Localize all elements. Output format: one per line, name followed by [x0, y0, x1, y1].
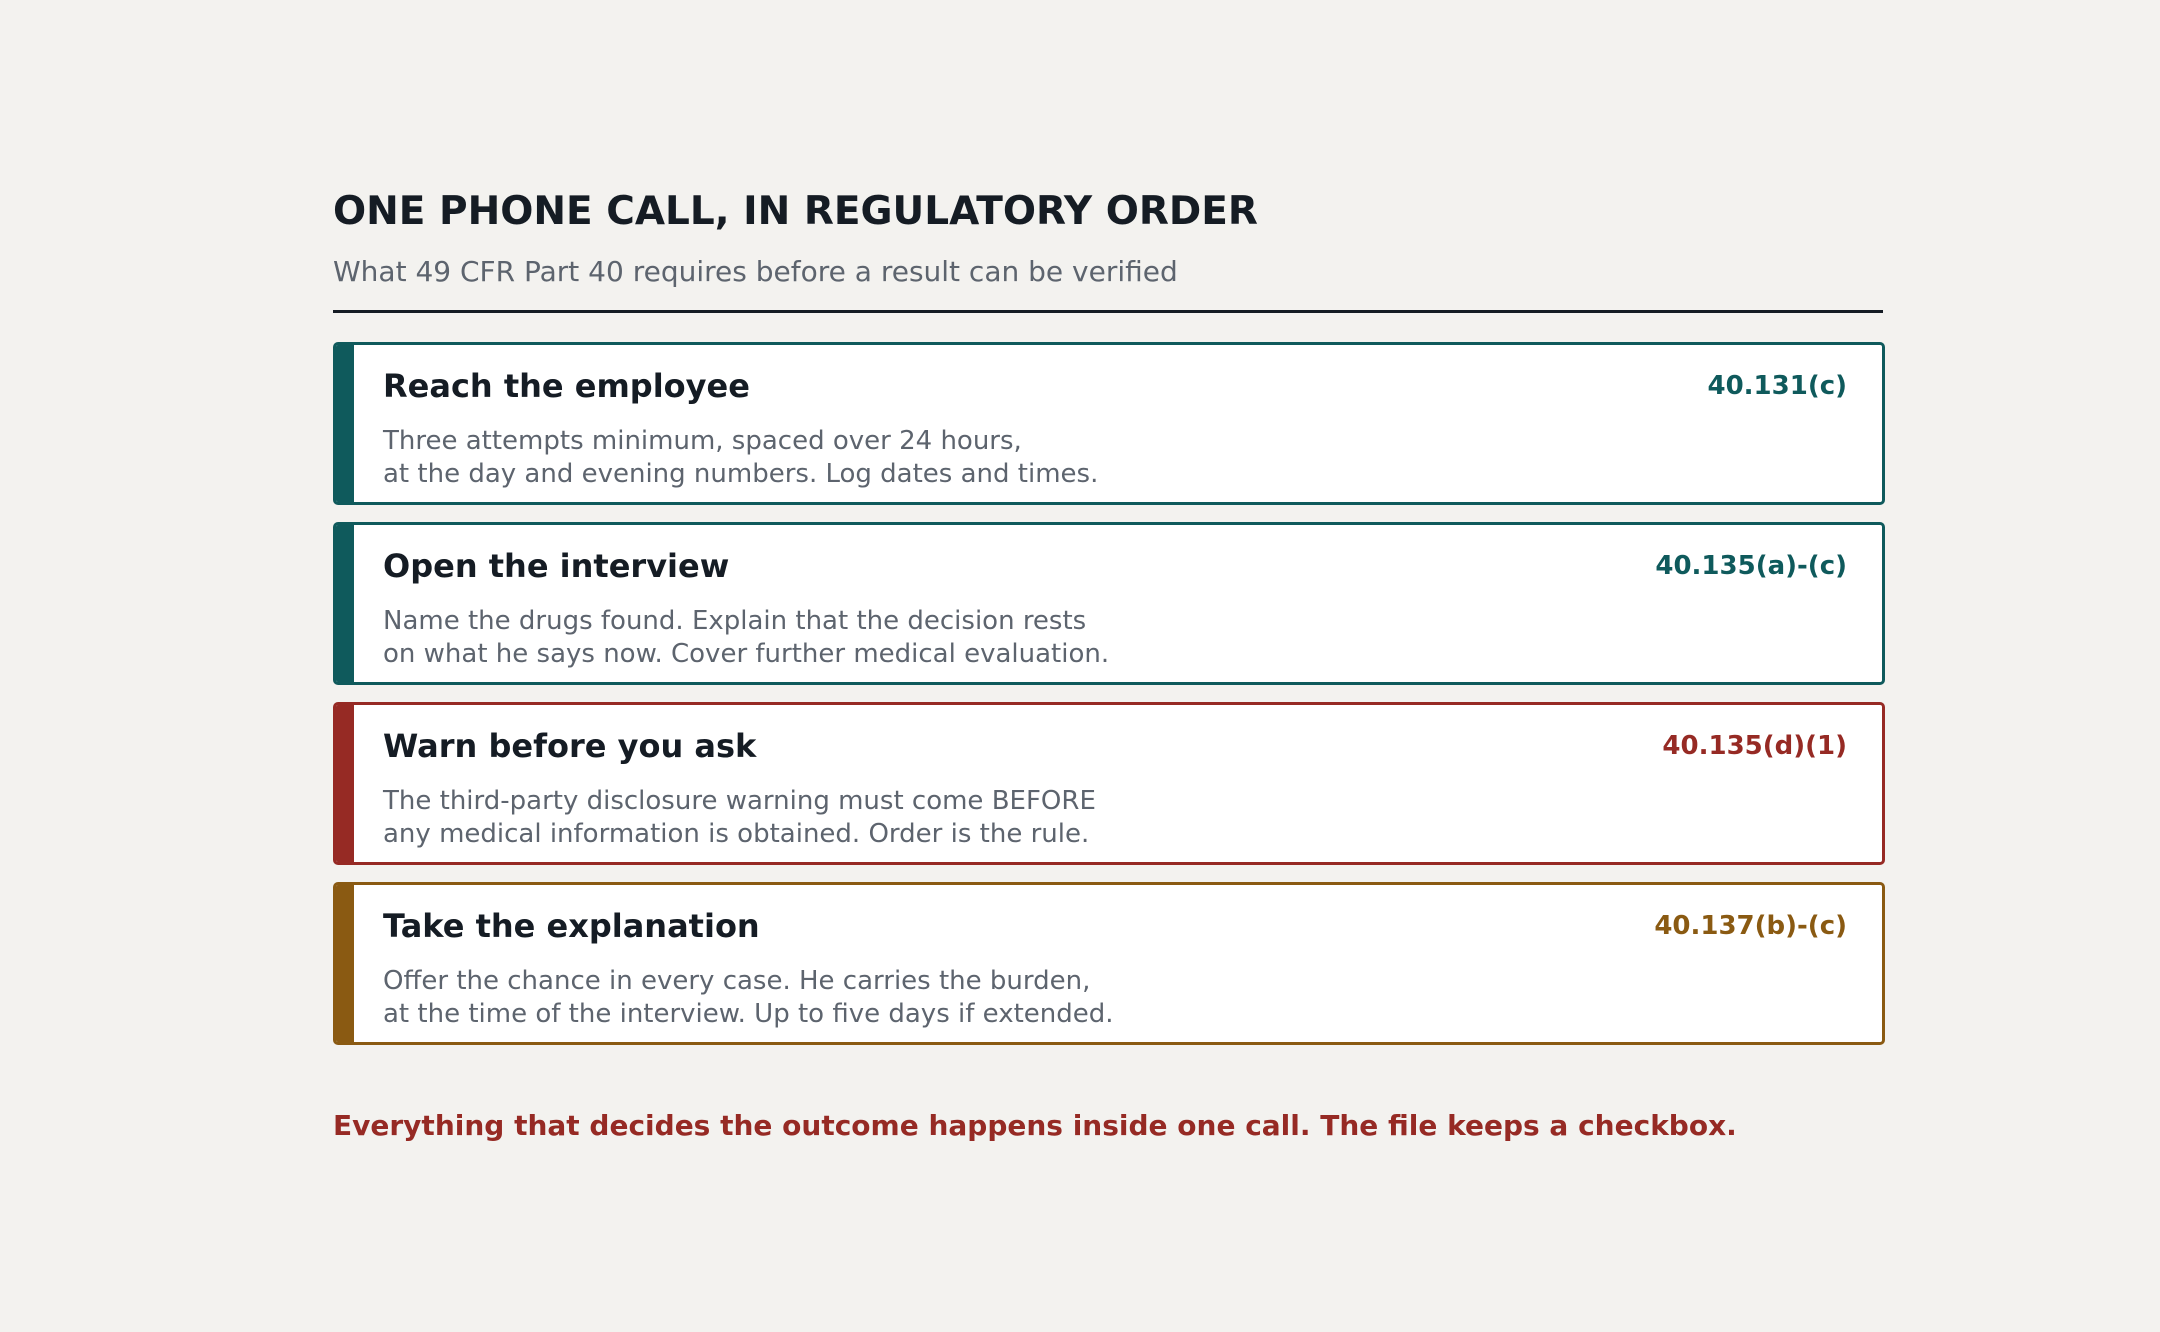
regulation-reference: 40.137(b)-(c) [1654, 911, 1847, 941]
step-card-open-interview [333, 522, 1885, 685]
step-card-warn-before-ask [333, 702, 1885, 865]
step-heading: Take the explanation [383, 907, 760, 945]
step-card-take-explanation [333, 882, 1885, 1045]
step-description [383, 785, 1096, 851]
footer-note: Everything that decides the outcome happens inside one call. The file keeps a checkbox. [333, 1109, 1737, 1142]
step-accent-stripe [336, 345, 354, 502]
page-title: ONE PHONE CALL, IN REGULATORY ORDER [333, 189, 1258, 234]
step-description-line: any medical information is obtained. Order is the rule. [383, 819, 1090, 849]
step-description-line: at the day and evening numbers. Log dates and times. [383, 459, 1099, 489]
page-subtitle: What 49 CFR Part 40 requires before a result can be verified [333, 255, 1178, 288]
step-heading: Warn before you ask [383, 727, 757, 765]
step-accent-stripe [336, 525, 354, 682]
step-description-line: The third-party disclosure warning must come BEFORE [383, 786, 1096, 816]
regulation-reference: 40.135(d)(1) [1662, 731, 1847, 761]
step-description [383, 605, 1109, 671]
step-description-line: on what he says now. Cover further medical evaluation. [383, 639, 1110, 669]
step-description-line: Three attempts minimum, spaced over 24 hours, [383, 426, 1022, 456]
step-accent-stripe [336, 705, 354, 862]
step-description-line: at the time of the interview. Up to five days if extended. [383, 999, 1114, 1029]
step-description [383, 965, 1114, 1031]
step-card-reach-employee [333, 342, 1885, 505]
regulation-reference: 40.135(a)-(c) [1655, 551, 1847, 581]
step-description-line: Offer the chance in every case. He carries the burden, [383, 966, 1091, 996]
regulation-reference: 40.131(c) [1707, 371, 1847, 401]
step-accent-stripe [336, 885, 354, 1042]
step-description-line: Name the drugs found. Explain that the decision rests [383, 606, 1087, 636]
step-description [383, 425, 1098, 491]
step-heading: Reach the employee [383, 367, 750, 405]
step-heading: Open the interview [383, 547, 730, 585]
header-divider [333, 310, 1883, 313]
